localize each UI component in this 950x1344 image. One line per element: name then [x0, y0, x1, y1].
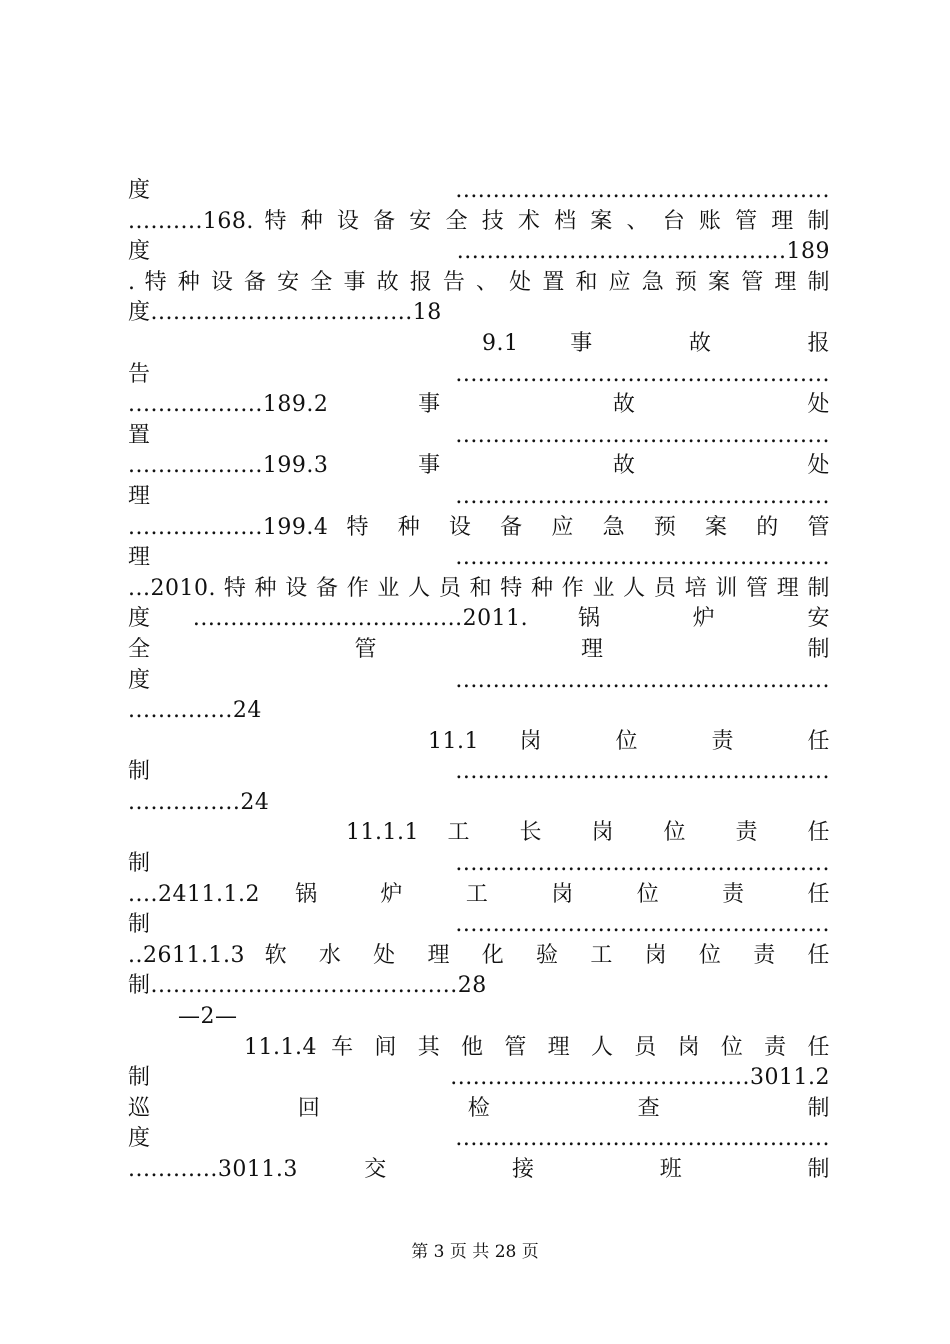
- toc-line: ..................199.4 特 种 设 备 应 急 预 案 的 管: [128, 514, 830, 540]
- toc-line: 理..................................................: [128, 483, 830, 509]
- toc-line: 理..................................................: [128, 545, 830, 571]
- toc-content: [128, 176, 830, 1186]
- toc-line: 11.1.4 车 间 其 他 管 理 人 员 岗 位 责 任: [244, 1034, 830, 1060]
- toc-line: 巡 回 检 查 制: [128, 1095, 830, 1121]
- page-footer: 第 3 页 共 28 页: [411, 1242, 539, 1262]
- toc-line: 度..................................................: [128, 178, 830, 203]
- toc-line: ..................199.3 事 故 处: [128, 453, 830, 479]
- toc-line: ..........168. 特 种 设 备 安 全 技 术 档 案 、 台 账 管 理 制: [128, 208, 830, 234]
- toc-line: 制..................................................: [128, 912, 830, 938]
- page-marker: —2—: [178, 1004, 238, 1030]
- toc-line: 9.1 事 故 报: [482, 330, 830, 356]
- toc-line: 制 ........................................3011.2: [128, 1065, 830, 1091]
- toc-line: 度...................................18: [128, 300, 442, 326]
- toc-line: 置..................................................: [128, 422, 830, 448]
- toc-line: 11.1.1 工 长 岗 位 责 任: [346, 820, 830, 846]
- toc-line: 制..................................................: [128, 759, 830, 785]
- toc-line: 度....................................2011. 锅 炉 安: [128, 606, 830, 632]
- toc-line: ....2411.1.2 锅 炉 工 岗 位 责 任: [128, 881, 830, 907]
- toc-line: ..2611.1.3 软 水 处 理 化 验 工 岗 位 责 任: [128, 942, 830, 968]
- toc-line: ...2010. 特 种 设 备 作 业 人 员 和 特 种 作 业 人 员 培 训 管 理 制: [128, 575, 830, 601]
- toc-line: 度..................................................: [128, 667, 830, 693]
- toc-line: ..................189.2 事 故 处: [128, 392, 830, 418]
- toc-line: 告..................................................: [128, 361, 830, 387]
- toc-line: 度..................................................: [128, 1126, 830, 1152]
- toc-line: ............3011.3 交 接 班 制: [128, 1157, 830, 1182]
- toc-line: 度............................................189: [128, 239, 830, 265]
- toc-line: 全 管 理 制: [128, 636, 830, 662]
- toc-line: 制..................................................: [128, 851, 830, 877]
- toc-line: 11.1 岗 位 责 任: [428, 728, 830, 754]
- toc-line: ...............24: [128, 789, 270, 815]
- toc-line: ..............24: [128, 698, 262, 724]
- toc-line: . 特 种 设 备 安 全 事 故 报 告 、 处 置 和 应 急 预 案 管 理 制: [128, 269, 830, 295]
- toc-line: 制.........................................28: [128, 973, 487, 999]
